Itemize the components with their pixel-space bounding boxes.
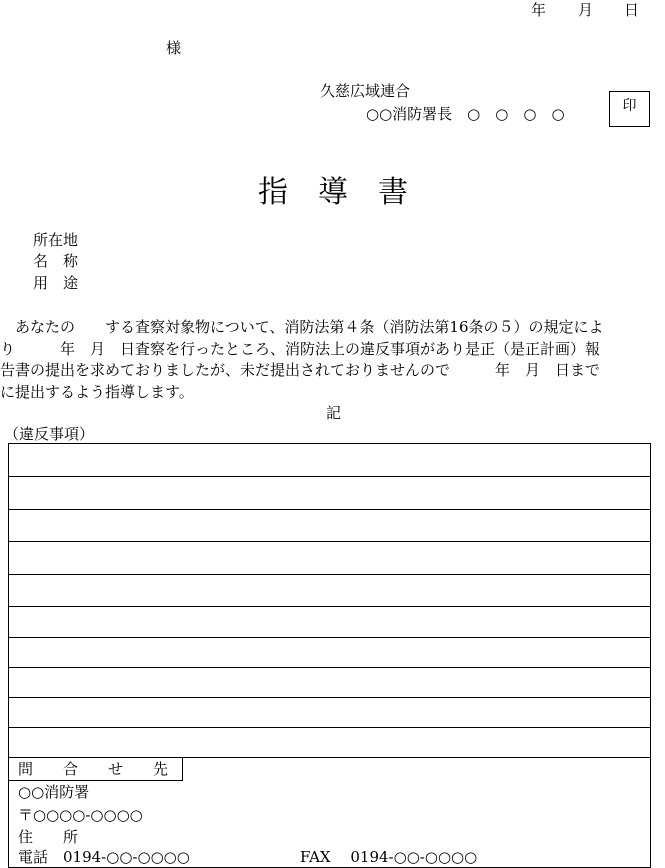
contact-phone: 電話 0194-○○-○○○○ bbox=[18, 848, 190, 866]
body-line-4: に提出するよう指導します。 bbox=[0, 383, 194, 401]
violation-row-line bbox=[8, 697, 651, 698]
violation-heading: （違反事項） bbox=[4, 425, 95, 443]
violation-row-line bbox=[8, 574, 651, 575]
date-day-label: 日 bbox=[624, 1, 640, 19]
field-name-label: 名 称 bbox=[33, 252, 79, 270]
contact-fax: FAX 0194-○○-○○○○ bbox=[300, 848, 478, 866]
issuer-organization: 久慈広域連合 bbox=[320, 82, 411, 100]
contact-address: 住 所 bbox=[18, 828, 79, 846]
body-line-2: り 年 月 日査察を行ったところ、消防法上の違反事項があり是正（是正計画）報 bbox=[0, 340, 601, 358]
body-line-3: 告書の提出を求めておりましたが、未だ提出されておりませんので 年 月 日まで bbox=[0, 361, 601, 379]
violation-row-line bbox=[8, 606, 651, 607]
violation-row-line bbox=[8, 476, 651, 477]
violation-row-line bbox=[8, 637, 651, 638]
document-title: 指 導 書 bbox=[258, 175, 408, 210]
date-year-label: 年 bbox=[531, 1, 547, 19]
contact-station: ○○消防署 bbox=[18, 783, 90, 801]
violation-row-line bbox=[8, 667, 651, 668]
field-usage-label: 用 途 bbox=[33, 274, 79, 292]
field-location-label: 所在地 bbox=[33, 231, 79, 249]
recipient-suffix: 様 bbox=[166, 39, 182, 57]
date-month-label: 月 bbox=[578, 1, 594, 19]
body-line-1: あなたの する査察対象物について、消防法第４条（消防法第16条の５）の規定によ bbox=[0, 318, 604, 336]
contact-postal: 〒○○○○-○○○○ bbox=[18, 806, 143, 824]
seal-box: 印 bbox=[609, 91, 650, 127]
issuer-chief: ○○消防署長 ○ ○ ○ ○ bbox=[366, 105, 565, 123]
contact-title: 問 合 せ 先 bbox=[18, 760, 169, 778]
ki-heading: 記 bbox=[326, 404, 342, 422]
violation-row-line bbox=[8, 541, 651, 542]
violation-row-line bbox=[8, 727, 651, 728]
violation-row-line bbox=[8, 509, 651, 510]
